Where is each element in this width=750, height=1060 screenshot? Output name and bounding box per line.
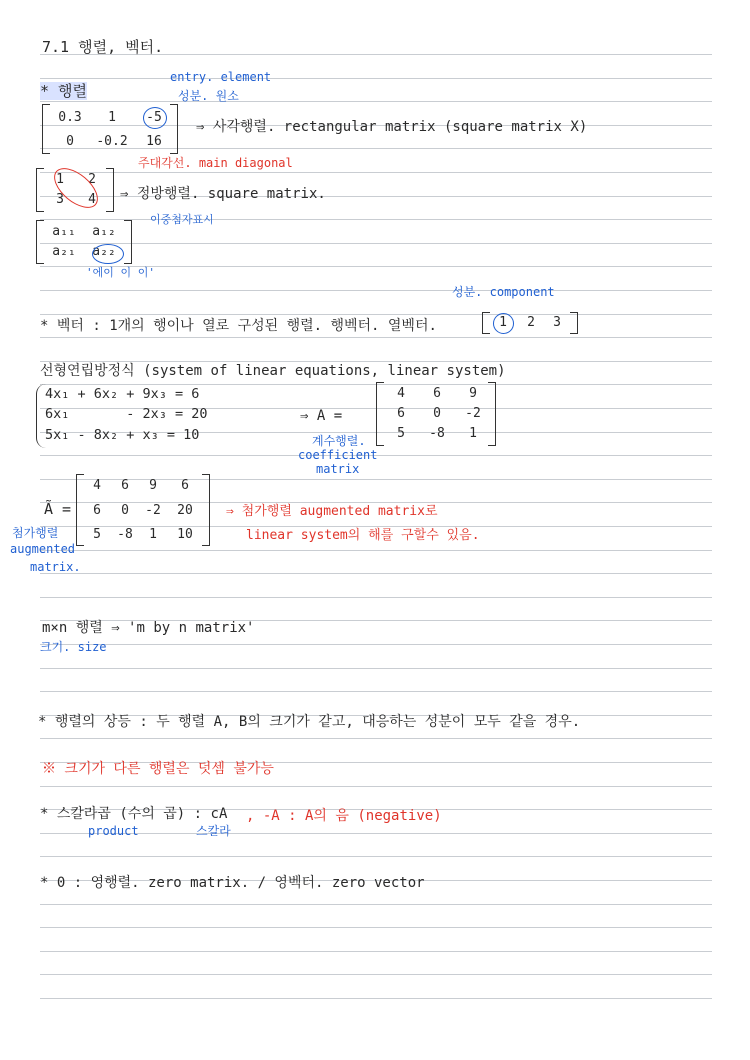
- index-annotation: 이중첨자표시: [150, 213, 214, 226]
- notebook-line: [40, 951, 712, 952]
- matrix-cell: 0: [433, 406, 441, 421]
- notebook-line: [40, 974, 712, 975]
- matrix-cell: 4: [93, 478, 101, 493]
- matrix-cell: -8: [117, 527, 133, 542]
- matrix-cell: 5: [93, 527, 101, 542]
- matrix-cell: 10: [177, 527, 193, 542]
- matrix-cell: 4: [397, 386, 405, 401]
- seongbun-annotation: 성분. 원소: [178, 89, 239, 103]
- notebook-line: [40, 337, 712, 338]
- matrix-cell: 16: [146, 134, 162, 149]
- matrix-cell: 0: [66, 134, 74, 149]
- atilde-label: Ã =: [44, 500, 72, 518]
- notebook-line: [40, 738, 712, 739]
- augmented-matrix: [76, 474, 210, 546]
- page-title: 7.1 행렬, 벡터.: [42, 38, 164, 56]
- matrix-cell: 9: [469, 386, 477, 401]
- matrix-cell: 2: [88, 172, 96, 187]
- matrix-cell: 1: [469, 426, 477, 441]
- product-annotation: product: [88, 824, 139, 838]
- vector-cell: 3: [553, 315, 561, 330]
- matrix-cell: 3: [56, 192, 64, 207]
- aug-note-2: linear system의 해를 구할수 있음.: [246, 528, 480, 543]
- matrix-cell: 0.3: [58, 110, 82, 125]
- matrix-cell: 1: [149, 527, 157, 542]
- equality-note: ※ 크기가 다른 행렬은 덧셈 불가능: [42, 761, 274, 777]
- notebook-line: [40, 550, 712, 551]
- aug-annotation-en2: matrix.: [30, 560, 81, 574]
- coefficient-matrix: [376, 382, 496, 446]
- notebook-line: [40, 833, 712, 834]
- matrix-cell: 6: [181, 478, 189, 493]
- aug-annotation-en1: augmented: [10, 542, 76, 556]
- matrix-cell: a₁₂: [92, 224, 116, 239]
- notebook-line: [40, 78, 712, 79]
- notebook-line: [40, 998, 712, 999]
- notebook-line: [40, 786, 712, 787]
- matrix-cell: 4: [88, 192, 96, 207]
- linear-system-heading: 선형연립방정식 (system of linear equations, linear system): [40, 363, 506, 379]
- a22-circle: [92, 244, 124, 264]
- entry-annotation: entry. element: [170, 70, 272, 84]
- coef-annotation-ko: 계수행렬.: [312, 434, 366, 448]
- notebook-line: [40, 219, 712, 220]
- matrix-cell: a₁₁: [52, 224, 76, 239]
- matrix-cell: 1: [56, 172, 64, 187]
- vector-cell: 1: [499, 315, 507, 330]
- diagonal-ellipse: [47, 161, 105, 216]
- coef-arrow: ⇒ A =: [300, 408, 343, 424]
- notebook-line: [40, 101, 712, 102]
- notebook-line: [40, 856, 712, 857]
- equation-system: [36, 384, 267, 448]
- notebook-line: [40, 691, 712, 692]
- matrix-cell: -2: [465, 406, 481, 421]
- notebook-line: [40, 597, 712, 598]
- matrix-cell: -8: [429, 426, 445, 441]
- matrix-cell: 6: [397, 406, 405, 421]
- equation-1: 4x₁ + 6x₂ + 9x₃ = 6: [45, 386, 200, 402]
- size-text: m×n 행렬 ⇒ 'm by n matrix': [42, 620, 255, 636]
- matrix-cell: 5: [397, 426, 405, 441]
- component-circle: [493, 313, 514, 334]
- coef-annotation-en2: matrix: [316, 462, 360, 476]
- notebook-line: [40, 243, 712, 244]
- equation-2: 6x₁ - 2x₃ = 20: [45, 406, 208, 422]
- zero-text: * 0 : 영행렬. zero matrix. / 영벡터. zero vector: [40, 875, 425, 891]
- notebook-line: [40, 927, 712, 928]
- vector-definition: * 벡터 : 1개의 행이나 열로 구성된 행렬. 행벡터. 열벡터.: [40, 318, 437, 334]
- matrix-cell: 20: [177, 503, 193, 518]
- notebook-line: [40, 573, 712, 574]
- notebook-line: [40, 172, 712, 173]
- notebook-line: [40, 644, 712, 645]
- main-diagonal-annotation: 주대각선. main diagonal: [138, 156, 293, 170]
- matrix-cell: -0.2: [96, 134, 128, 149]
- equality-text: * 행렬의 상등 : 두 행렬 A, B의 크기가 같고, 대응하는 성분이 모두 같을 경우.: [38, 714, 581, 730]
- scalar-annotation: 스칼라: [196, 824, 231, 838]
- a22-annotation: '에이 이 이': [86, 266, 155, 279]
- negative-text: , -A : A의 음 (negative): [246, 808, 442, 824]
- aug-note-1: ⇒ 첨가행렬 augmented matrix로: [226, 504, 438, 519]
- matrix-cell: 1: [108, 110, 116, 125]
- entry-circle: [143, 107, 167, 129]
- rect-matrix-text: ⇒ 사각행렬. rectangular matrix (square matrix X): [196, 119, 588, 135]
- matrix-rect: [42, 104, 178, 154]
- matrix-square: [36, 168, 114, 212]
- matrix-cell: -2: [145, 503, 161, 518]
- scalar-text: * 스칼라곱 (수의 곱) : cA: [40, 806, 228, 822]
- matrix-cell: 6: [433, 386, 441, 401]
- vector-row: [482, 312, 578, 334]
- matrix-cell: -5: [146, 110, 162, 125]
- square-matrix-text: ⇒ 정방행렬. square matrix.: [120, 186, 326, 202]
- matrix-heading: * 행렬: [40, 82, 88, 100]
- component-annotation: 성분. component: [452, 285, 555, 299]
- notebook-line: [40, 668, 712, 669]
- matrix-cell: a₂₁: [52, 244, 76, 259]
- matrix-indexed: [36, 220, 132, 264]
- matrix-cell: 9: [149, 478, 157, 493]
- matrix-cell: 0: [121, 503, 129, 518]
- vector-cell: 2: [527, 315, 535, 330]
- size-annotation: 크기. size: [40, 640, 107, 654]
- matrix-cell: a₂₂: [92, 244, 116, 259]
- matrix-cell: 6: [93, 503, 101, 518]
- matrix-cell: 6: [121, 478, 129, 493]
- notebook-line: [40, 904, 712, 905]
- notebook-line: [40, 290, 712, 291]
- equation-3: 5x₁ - 8x₂ + x₃ = 10: [45, 427, 200, 443]
- aug-annotation-ko: 첨가행렬: [12, 526, 59, 540]
- coef-annotation-en1: coefficient: [298, 448, 378, 462]
